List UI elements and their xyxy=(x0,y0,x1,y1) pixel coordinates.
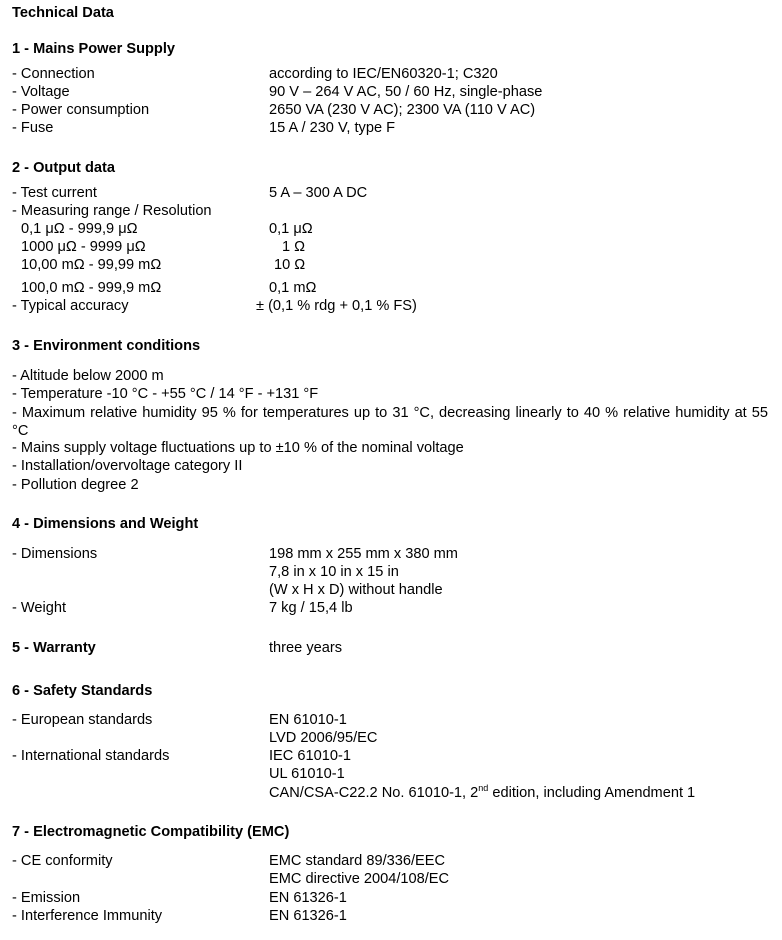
page-title: Technical Data xyxy=(12,5,114,21)
spec-label: - Weight xyxy=(12,600,67,616)
spec-label: - Emission xyxy=(12,890,81,906)
spec-value: 7 kg / 15,4 lb xyxy=(269,600,353,616)
section-heading-emc: 7 - Electromagnetic Compatibility (EMC) xyxy=(12,824,290,840)
spec-label: - CE conformity xyxy=(12,853,113,869)
resolution-value: 0,1 μΩ xyxy=(269,221,313,237)
spec-value: 15 A / 230 V, type F xyxy=(269,120,396,136)
spec-label: - Dimensions xyxy=(12,546,98,562)
range-value: 10,00 mΩ - 99,99 mΩ xyxy=(21,257,162,273)
spec-label: - International standards xyxy=(12,748,170,764)
spec-label: - Test current xyxy=(12,185,97,201)
spec-value: LVD 2006/95/EC xyxy=(269,730,378,746)
condition-item: - Pollution degree 2 xyxy=(12,477,139,493)
spec-value: 5 A – 300 A DC xyxy=(269,185,368,201)
spec-value: ± (0,1 % rdg + 0,1 % FS) xyxy=(256,298,417,314)
spec-value: EN 61326-1 xyxy=(269,908,347,924)
spec-value: EMC standard 89/336/EEC xyxy=(269,853,446,869)
spec-value: UL 61010-1 xyxy=(269,766,345,782)
section-heading-safety: 6 - Safety Standards xyxy=(12,683,153,699)
section-heading-environment: 3 - Environment conditions xyxy=(12,338,201,354)
spec-label: - Voltage xyxy=(12,84,70,100)
resolution-value: 1 Ω xyxy=(282,239,306,255)
section-heading-dimensions: 4 - Dimensions and Weight xyxy=(12,516,199,532)
section-heading-mains-power: 1 - Mains Power Supply xyxy=(12,41,175,57)
range-value: 1000 μΩ - 9999 μΩ xyxy=(21,239,146,255)
spec-value: IEC 61010-1 xyxy=(269,748,351,764)
spec-label: - Fuse xyxy=(12,120,54,136)
spec-value: according to IEC/EN60320-1; C320 xyxy=(269,66,498,82)
condition-item: - Installation/overvoltage category II xyxy=(12,458,243,474)
standard-text: CAN/CSA-C22.2 No. 61010-1, 2 xyxy=(269,785,479,801)
spec-label: - Power consumption xyxy=(12,102,150,118)
spec-value: 198 mm x 255 mm x 380 mm xyxy=(269,546,458,562)
range-value: 0,1 μΩ - 999,9 μΩ xyxy=(21,221,138,237)
condition-item: - Maximum relative humidity 95 % for temperatures up to 31 °C, decreasing linearly to 40 % relative humidity at 55 °C xyxy=(12,405,768,439)
section-heading-warranty: 5 - Warranty xyxy=(12,640,96,656)
condition-item: - Temperature -10 °C - +55 °C / 14 °F - +131 °F xyxy=(12,386,319,402)
warranty-value: three years xyxy=(269,640,343,656)
section-heading-output-data: 2 - Output data xyxy=(12,160,115,176)
spec-label: - Measuring range / Resolution xyxy=(12,203,212,219)
spec-value: 90 V – 264 V AC, 50 / 60 Hz, single-phase xyxy=(269,84,543,100)
spec-value: EN 61326-1 xyxy=(269,890,347,906)
spec-label: - Connection xyxy=(12,66,95,82)
spec-value: 2650 VA (230 V AC); 2300 VA (110 V AC) xyxy=(269,102,536,118)
ordinal-suffix: nd xyxy=(478,783,489,793)
resolution-value: 10 Ω xyxy=(274,257,306,273)
standard-text: edition, including Amendment 1 xyxy=(488,785,696,801)
spec-label: - European standards xyxy=(12,712,153,728)
spec-value: 7,8 in x 10 in x 15 in xyxy=(269,564,399,580)
spec-value xyxy=(269,785,695,801)
range-value: 100,0 mΩ - 999,9 mΩ xyxy=(21,280,162,296)
condition-item: - Altitude below 2000 m xyxy=(12,368,164,384)
condition-item: - Mains supply voltage fluctuations up to ±10 % of the nominal voltage xyxy=(12,440,464,456)
resolution-value: 0,1 mΩ xyxy=(269,280,317,296)
spec-label: - Interference Immunity xyxy=(12,908,163,924)
spec-value: EN 61010-1 xyxy=(269,712,347,728)
spec-value: (W x H x D) without handle xyxy=(269,582,443,598)
spec-value: EMC directive 2004/108/EC xyxy=(269,871,450,887)
spec-label: - Typical accuracy xyxy=(12,298,129,314)
